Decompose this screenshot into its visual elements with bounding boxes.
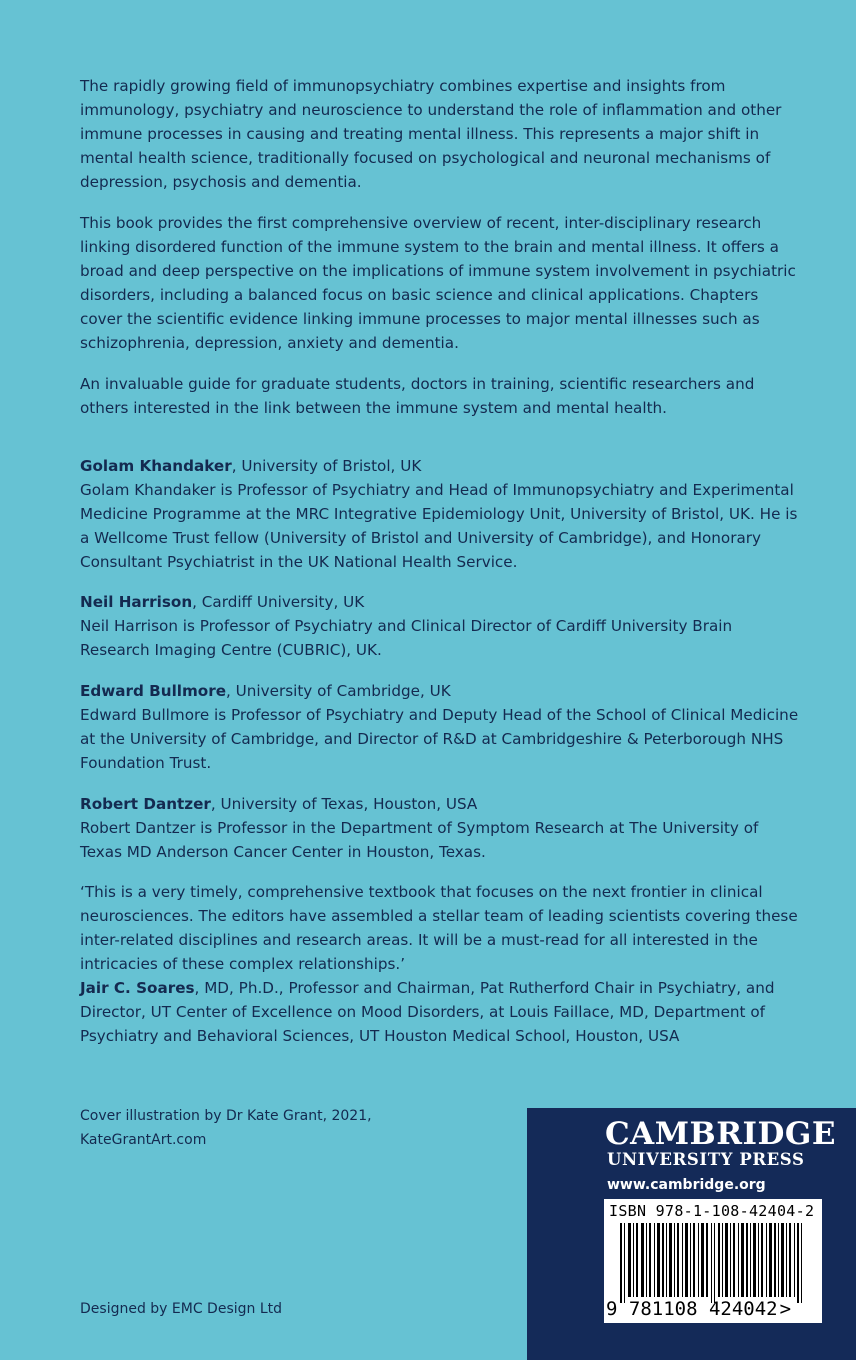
author-affiliation: , University of Texas, Houston, USA bbox=[210, 795, 478, 813]
author-bio: Neil Harrison is Professor of Psychiatry and Clinical Director of Cardiff University Brain Research Imaging Centre (CUBRIC), UK. bbox=[80, 617, 733, 659]
author-affiliation: , University of Cambridge, UK bbox=[226, 682, 451, 700]
publisher-logo-name: CAMBRIDGE bbox=[605, 1116, 836, 1152]
description-text-2: This book provides the first comprehensive overview of recent, inter-disciplinary research linking disordered function of the immune system to the brain and mental illness. It offers a broad and deep perspective on the implications of immune system involvement in psychiatric disorders, including a balanced focus on basic science and clinical applications. Chapters cover the scientific evidence linking immune processes to major mental illnesses such as schizophrenia, depression, anxiety and dementia. bbox=[80, 214, 796, 352]
author-block-khandaker bbox=[80, 454, 800, 574]
author-bio: Robert Dantzer is Professor in the Department of Symptom Research at The University of Texas MD Anderson Cancer Center in Houston, Texas. bbox=[80, 819, 759, 861]
author-name: Neil Harrison bbox=[80, 593, 193, 611]
description-text-3: An invaluable guide for graduate students, doctors in training, scientific researchers and others interested in the link between the immune system and mental health. bbox=[80, 375, 755, 417]
barcode-digits bbox=[606, 1297, 791, 1321]
author-affiliation: , University of Bristol, UK bbox=[231, 457, 422, 475]
description-text-1: The rapidly growing field of immunopsychiatry combines expertise and insights from immunology, psychiatry and neuroscience to understand the role of inflammation and other immune processes in causing and treating mental illness. This represents a major shift in mental health science, traditionally focused on psychological and neuronal mechanisms of depression, psychosis and dementia. bbox=[80, 77, 782, 191]
author-name: Robert Dantzer bbox=[80, 795, 211, 813]
author-block-bullmore bbox=[80, 679, 800, 775]
description-paragraph-2 bbox=[80, 211, 800, 355]
description-paragraph-1 bbox=[80, 74, 800, 194]
cover-credit-line-2: KateGrantArt.com bbox=[80, 1132, 207, 1148]
endorsement bbox=[80, 880, 800, 1048]
author-name: Edward Bullmore bbox=[80, 682, 227, 700]
barcode-end-mark: > bbox=[779, 1298, 792, 1320]
publisher-url: www.cambridge.org bbox=[607, 1177, 766, 1193]
author-block-harrison bbox=[80, 590, 800, 662]
designer-credit-text: Designed by EMC Design Ltd bbox=[80, 1301, 283, 1317]
isbn-label: ISBN 978-1-108-42404-2 bbox=[609, 1202, 815, 1220]
designer-credit bbox=[80, 1297, 480, 1321]
author-name: Golam Khandaker bbox=[80, 457, 232, 475]
isbn-barcode bbox=[604, 1199, 822, 1323]
author-block-dantzer bbox=[80, 792, 800, 864]
cover-credit-line-1: Cover illustration by Dr Kate Grant, 2021, bbox=[80, 1108, 372, 1124]
author-bio: Golam Khandaker is Professor of Psychiatry and Head of Immunopsychiatry and Experimental Medicine Programme at the MRC Integrative Epidemiology Unit, University of Bristol, UK. He is a Wellcome Trust fellow (University of Bristol and University of Cambridge), and Honorary Consultant Psychiatrist in the UK National Health Service. bbox=[80, 481, 798, 571]
endorsement-quote: ‘This is a very timely, comprehensive textbook that focuses on the next frontier in clinical neurosciences. The editors have assembled a stellar team of leading scientists covering these inter-related disciplines and research areas. It will be a must-read for all interested in the intricacies of these complex relationships.’ bbox=[80, 883, 798, 973]
endorser-credentials: , MD, Ph.D., Professor and Chairman, Pat Rutherford Chair in Psychiatry, and Director, UT Center of Excellence on Mood Disorders, at Louis Faillace, MD, Department of Psychiatry and Behavioral Sciences, UT Houston Medical School, Houston, USA bbox=[80, 979, 775, 1045]
endorser-name: Jair C. Soares bbox=[80, 979, 195, 997]
publisher-panel bbox=[527, 1108, 856, 1360]
barcode-number: 9 781108 424042 bbox=[606, 1298, 778, 1320]
publisher-logo-subname: UNIVERSITY PRESS bbox=[607, 1150, 805, 1169]
author-bio: Edward Bullmore is Professor of Psychiatry and Deputy Head of the School of Clinical Medicine at the University of Cambridge, and Director of R&D at Cambridgeshire & Peterborough NHS Foundation Trust. bbox=[80, 706, 799, 772]
author-affiliation: , Cardiff University, UK bbox=[192, 593, 365, 611]
cover-credit bbox=[80, 1104, 480, 1152]
description-paragraph-3 bbox=[80, 372, 800, 420]
